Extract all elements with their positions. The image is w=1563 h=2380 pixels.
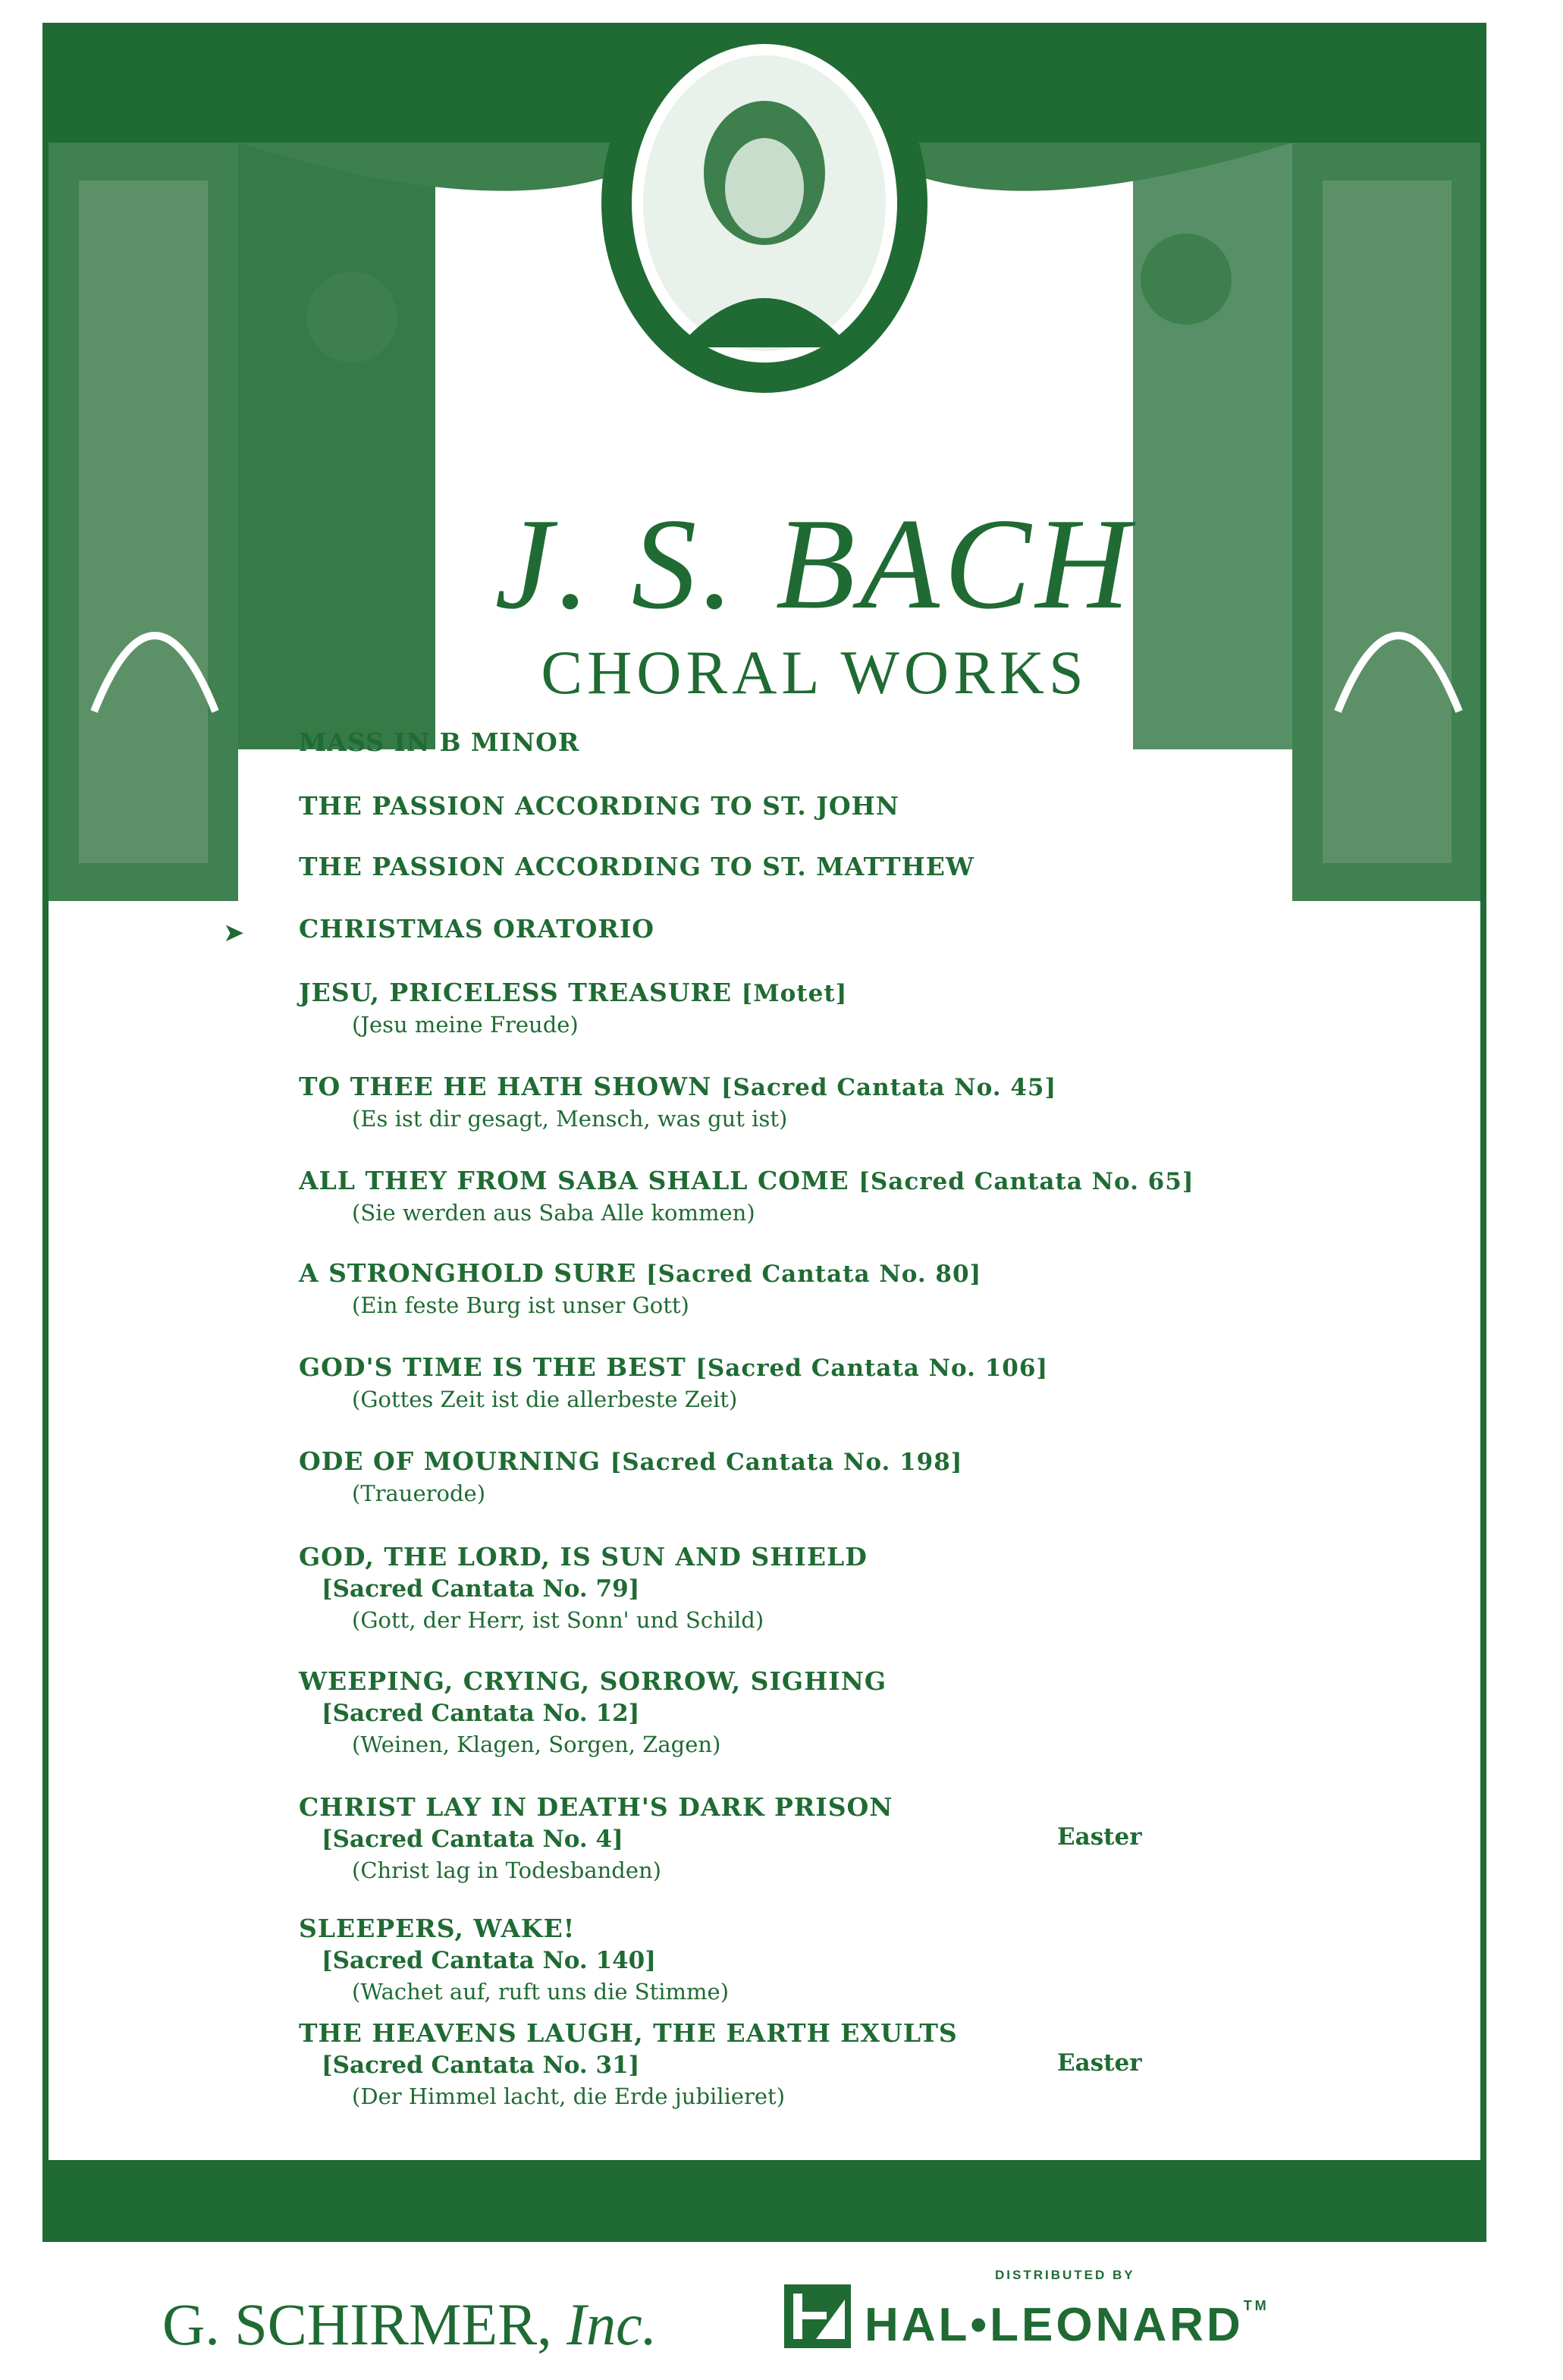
work-item [299,1791,1285,1885]
work-title: CHRISTMAS ORATORIO [299,914,655,944]
work-title: ODE OF MOURNING [Sacred Cantata No. 198] [299,1446,963,1476]
work-title: ALL THEY FROM SABA SHALL COME [Sacred Cantata No. 65] [299,1166,1194,1195]
work-item [299,1666,1285,1760]
work-german-title: (Der Himmel lacht, die Erde jubilieret) [352,2083,786,2109]
season-note: Easter [1057,1823,1142,1851]
work-german-title: (Wachet auf, ruft uns die Stimme) [352,1979,730,2005]
work-title: CHRIST LAY IN DEATH'S DARK PRISON [299,1792,893,1822]
work-title: THE PASSION ACCORDING TO ST. JOHN [299,791,899,821]
work-item [299,2017,1285,2112]
hal-leonard-logo-icon [781,2278,854,2351]
work-title: JESU, PRICELESS TREASURE [Motet] [299,978,848,1007]
work-item [299,1446,1285,1509]
work-title: GOD'S TIME IS THE BEST [Sacred Cantata No. 106] [299,1352,1049,1382]
distributed-by-label: DISTRIBUTED BY [995,2268,1135,2282]
arrow-marker-icon: ➤ [223,918,245,948]
work-german-title: (Es ist dir gesagt, Mensch, was gut ist) [352,1106,788,1132]
work-item [299,1258,1285,1320]
work-title: A STRONGHOLD SURE [Sacred Cantata No. 80] [299,1258,982,1288]
work-designation: [Sacred Cantata No. 31] [322,2052,640,2079]
work-german-title: (Gott, der Herr, ist Sonn' und Schild) [352,1607,764,1633]
work-designation: [Sacred Cantata No. 4] [322,1826,623,1853]
work-designation: [Sacred Cantata No. 12] [322,1700,640,1727]
work-title: MASS IN B MINOR [299,727,580,757]
work-title: GOD, THE LORD, IS SUN AND SHIELD [299,1542,868,1571]
work-designation: [Sacred Cantata No. 140] [322,1947,656,1974]
season-note: Easter [1057,2049,1142,2077]
work-item [299,1352,1285,1414]
work-item [299,1541,1285,1635]
work-title: THE HEAVENS LAUGH, THE EARTH EXULTS [299,2018,958,2048]
book-cover [42,23,1486,2242]
work-title: THE PASSION ACCORDING TO ST. MATTHEW [299,852,975,881]
work-designation: [Sacred Cantata No. 79] [322,1575,640,1603]
work-title: WEEPING, CRYING, SORROW, SIGHING [299,1666,887,1696]
work-item [299,727,1285,758]
title-block [473,492,1156,707]
publisher-name: G. SCHIRMER, Inc. [162,2291,658,2357]
work-german-title: (Ein feste Burg ist unser Gott) [352,1292,689,1318]
work-item [299,790,1285,822]
work-title: TO THEE HE HATH SHOWN [Sacred Cantata No. 45] [299,1072,1057,1101]
publisher-footer [0,2245,1563,2380]
work-german-title: (Sie werden aus Saba Alle kommen) [352,1200,755,1226]
work-item [299,851,1285,883]
work-german-title: (Jesu meine Freude) [352,1012,579,1038]
bottom-color-band [49,2160,1480,2236]
work-item [299,977,1285,1040]
work-item [299,1071,1285,1134]
work-german-title: (Trauerode) [352,1480,486,1506]
work-item [299,1165,1285,1228]
collection-title: CHORAL WORKS [541,638,1088,707]
work-item [299,1913,1285,2007]
distributor-name: HAL•LEONARD™ [865,2298,1270,2351]
composer-name: J. S. BACH [494,492,1135,636]
work-item [223,913,1285,948]
work-title: SLEEPERS, WAKE! [299,1914,576,1943]
work-german-title: (Weinen, Klagen, Sorgen, Zagen) [352,1732,721,1757]
work-german-title: (Gottes Zeit ist die allerbeste Zeit) [352,1386,738,1412]
work-german-title: (Christ lag in Todesbanden) [352,1857,661,1883]
